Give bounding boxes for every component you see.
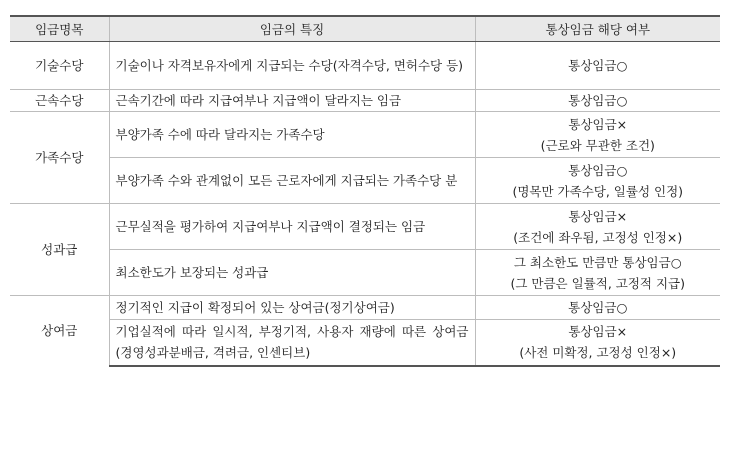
- table-row: [10, 112, 720, 158]
- status-cell: [475, 250, 720, 296]
- category-cell: 성과급: [10, 204, 109, 296]
- status-line: 통상임금○: [568, 162, 628, 178]
- feature-cell: 정기적인 지급이 확정되어 있는 상여금(정기상여금): [109, 296, 475, 320]
- status-note: (조건에 좌우됨, 고정성 인정×): [513, 229, 683, 245]
- feature-cell: 부양가족 수와 관계없이 모든 근로자에게 지급되는 가족수당 분: [109, 158, 475, 204]
- status-line: 통상임금○: [568, 58, 628, 73]
- status-cell: [475, 42, 720, 90]
- status-line: 통상임금○: [568, 300, 628, 315]
- feature-cell: 기업실적에 따라 일시적, 부정기적, 사용자 재량에 따른 상여금(경영성과분배금, 격려금, 인센티브): [109, 320, 475, 366]
- status-line: 통상임금×: [568, 116, 628, 132]
- feature-cell: 부양가족 수에 따라 달라지는 가족수당: [109, 112, 475, 158]
- category-cell: 상여금: [10, 296, 109, 366]
- table-body: [10, 42, 720, 366]
- header-row: [10, 16, 720, 42]
- category-cell: 근속수당: [10, 90, 109, 112]
- table-row: [10, 90, 720, 112]
- status-cell: [475, 158, 720, 204]
- status-line: 통상임금×: [568, 208, 628, 224]
- status-cell: [475, 204, 720, 250]
- category-cell: 가족수당: [10, 112, 109, 204]
- feature-cell: 근속기간에 따라 지급여부나 지급액이 달라지는 임금: [109, 90, 475, 112]
- table-row: [10, 296, 720, 320]
- table-row: [10, 320, 720, 366]
- status-cell: [475, 90, 720, 112]
- status-line: 통상임금×: [568, 324, 628, 340]
- category-cell: 기술수당: [10, 42, 109, 90]
- status-cell: [475, 296, 720, 320]
- header-item: 임금명목: [10, 16, 109, 42]
- status-note: (명목만 가족수당, 일률성 인정): [512, 183, 684, 199]
- table-row: [10, 204, 720, 250]
- status-note: (근로와 무관한 조건): [540, 137, 655, 153]
- status-line: 그 최소한도 만큼만 통상임금○: [513, 254, 682, 270]
- feature-cell: 최소한도가 보장되는 성과급: [109, 250, 475, 296]
- table-header: [10, 16, 720, 42]
- status-line: 통상임금○: [568, 93, 628, 108]
- header-feature: 임금의 특징: [109, 16, 475, 42]
- table-row: [10, 42, 720, 90]
- status-note: (그 만큼은 일률적, 고정적 지급): [510, 275, 686, 291]
- table-row: [10, 250, 720, 296]
- feature-cell: 기술이나 자격보유자에게 지급되는 수당(자격수당, 면허수당 등): [109, 42, 475, 90]
- table-row: [10, 158, 720, 204]
- status-note: (사전 미확정, 고정성 인정×): [519, 345, 677, 361]
- wage-classification-table: [10, 15, 720, 367]
- feature-cell: 근무실적을 평가하여 지급여부나 지급액이 결정되는 임금: [109, 204, 475, 250]
- status-cell: [475, 112, 720, 158]
- header-status: 통상임금 해당 여부: [475, 16, 720, 42]
- status-cell: [475, 320, 720, 366]
